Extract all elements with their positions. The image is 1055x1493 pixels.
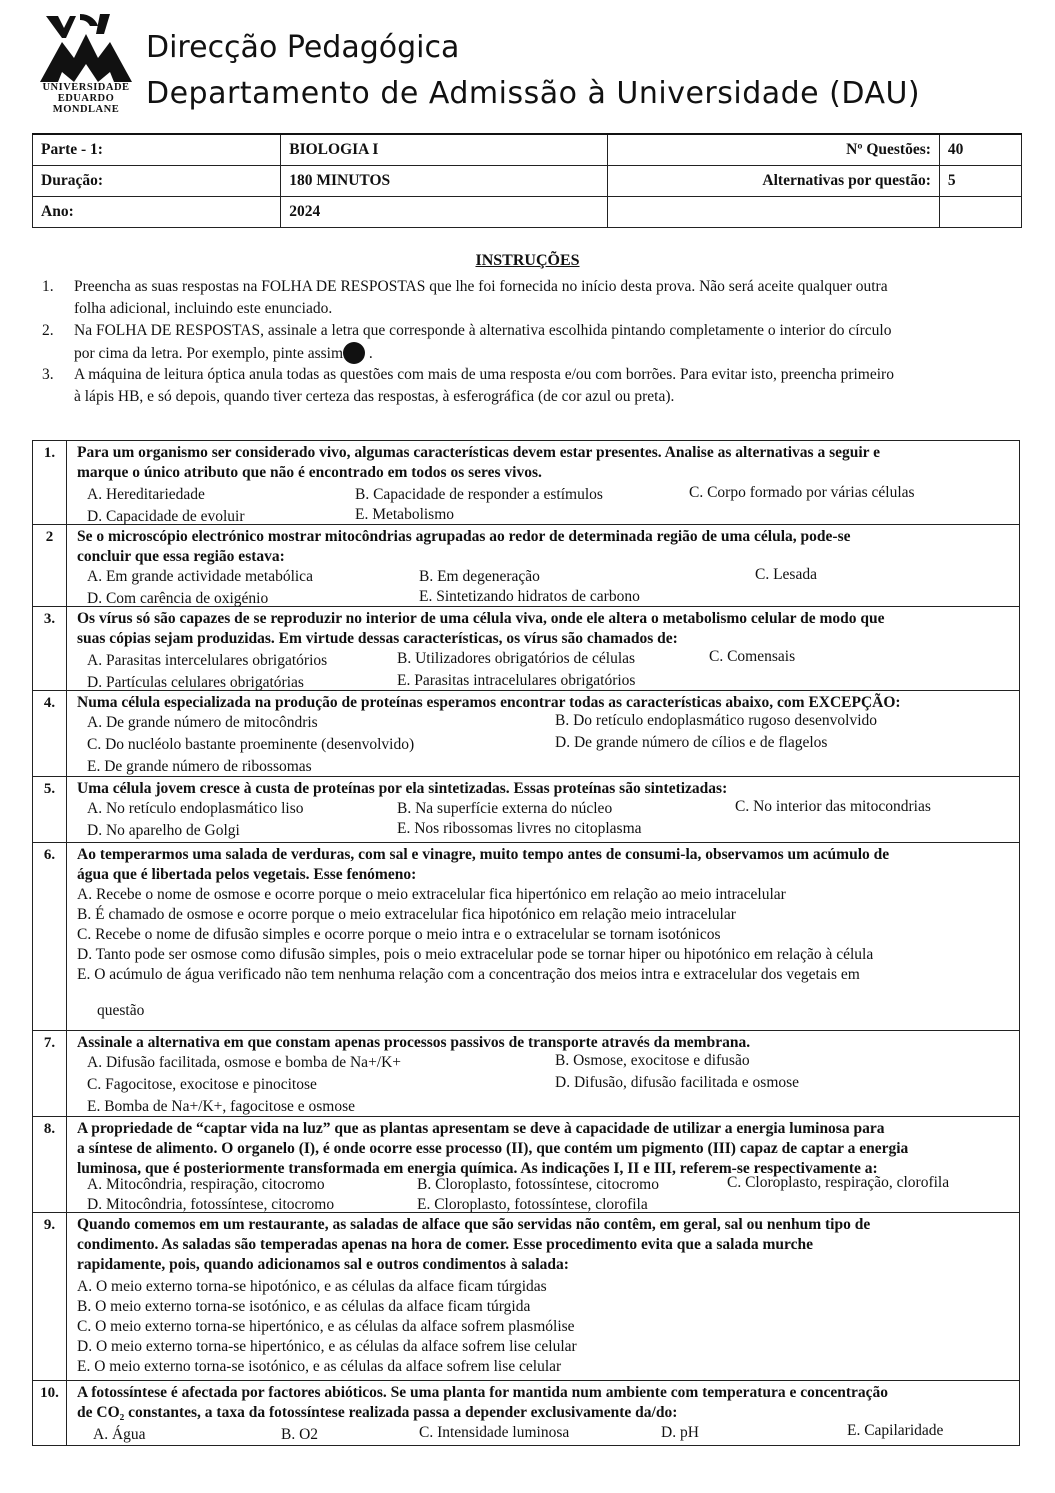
question-7 bbox=[32, 1030, 1020, 1116]
instruction-number: 2. bbox=[42, 322, 54, 339]
logo-emblem-icon bbox=[40, 12, 132, 82]
question-number: 4. bbox=[33, 691, 67, 776]
option-c[interactable]: C. Fagocitose, exocitose e pinocitose bbox=[87, 1076, 317, 1093]
option-a[interactable]: A. Difusão facilitada, osmose e bomba de Na+/K+ bbox=[87, 1054, 402, 1071]
option-e[interactable]: E. Sintetizando hidratos de carbono bbox=[419, 588, 640, 605]
question-stem: marque o único atributo que não é encontrado em todos os seres vivos. bbox=[77, 464, 542, 481]
instruction-number: 1. bbox=[42, 278, 54, 295]
empty-cell bbox=[607, 197, 939, 228]
option-a[interactable]: A. Mitocôndria, respiração, citocromo bbox=[87, 1176, 325, 1193]
parte-value: BIOLOGIA I bbox=[281, 134, 607, 166]
university-logo bbox=[40, 12, 132, 124]
question-10 bbox=[32, 1380, 1020, 1446]
header-title: Direcção Pedagógica bbox=[146, 30, 460, 65]
option-c[interactable]: C. Intensidade luminosa bbox=[419, 1424, 570, 1441]
option-d[interactable]: D. Partículas celulares obrigatórias bbox=[87, 674, 304, 691]
exam-info-table bbox=[32, 133, 1022, 228]
option-e[interactable]: E. Metabolismo bbox=[355, 506, 455, 523]
option-b[interactable]: B. Capacidade de responder a estímulos bbox=[355, 486, 603, 503]
question-5 bbox=[32, 776, 1020, 842]
option-a[interactable]: A. No retículo endoplasmático liso bbox=[87, 800, 304, 817]
option-e[interactable]: E. Nos ribossomas livres no citoplasma bbox=[397, 820, 642, 837]
question-stem: Para um organismo ser considerado vivo, algumas características devem estar presentes. Analise as alternativas a seguir e bbox=[77, 444, 881, 461]
instruction-item bbox=[42, 320, 1017, 366]
instruction-text: Preencha as suas respostas na FOLHA DE RESPOSTAS que lhe foi fornecida no início desta prova. Não será aceite qualquer outra bbox=[74, 278, 888, 295]
question-stem: Assinale a alternativa em que constam apenas processos passivos de transporte através da membrana. bbox=[77, 1034, 751, 1051]
option-d[interactable]: D. Mitocôndria, fotossíntese, citocromo bbox=[87, 1196, 335, 1213]
alternativas-value: 5 bbox=[939, 166, 1021, 197]
instruction-item bbox=[42, 276, 1017, 322]
question-stem: A fotossíntese é afectada por factores abióticos. Se uma planta for mantida num ambiente com temperatura e concentração bbox=[77, 1384, 889, 1401]
option-d[interactable]: D. Capacidade de evoluir bbox=[87, 508, 245, 525]
question-stem: Quando comemos em um restaurante, as saladas de alface que são servidas não contêm, em geral, sal ou nenhum tipo de bbox=[77, 1216, 871, 1233]
logo-line-1: UNIVERSIDADE bbox=[42, 82, 130, 93]
question-stem: a síntese de alimento. O organelo (I), é onde ocorre esse processo (II), que contém um pigmento (III) capaz de captar a energia bbox=[77, 1140, 909, 1157]
header-subtitle: Departamento de Admissão à Universidade (DAU) bbox=[146, 76, 921, 111]
duracao-label: Duração: bbox=[33, 166, 281, 197]
option-e[interactable]: E. O meio externo torna-se isotónico, e as células da alface sofrem lise celular bbox=[77, 1358, 562, 1375]
question-number: 2 bbox=[33, 525, 67, 606]
logo-line-3: MONDLANE bbox=[52, 104, 120, 115]
info-row bbox=[33, 197, 1022, 228]
option-b[interactable]: B. Na superfície externa do núcleo bbox=[397, 800, 613, 817]
ano-label: Ano: bbox=[33, 197, 281, 228]
option-e[interactable]: E. Parasitas intracelulares obrigatórios bbox=[397, 672, 636, 689]
option-e[interactable]: E. O acúmulo de água verificado não tem nenhuma relação com a concentração dos meios intra e extracelular dos vegetais em bbox=[77, 966, 860, 983]
questoes-label: Nº Questões: bbox=[607, 134, 939, 166]
instruction-text-line bbox=[74, 342, 1017, 365]
question-stem: Numa célula especializada na produção de proteínas esperamos encontrar todas as características abaixo, com EXCEPÇÃO: bbox=[77, 694, 901, 711]
option-a[interactable]: A. O meio externo torna-se hipotónico, e as células da alface ficam túrgidas bbox=[77, 1278, 547, 1295]
empty-cell bbox=[939, 197, 1021, 228]
question-stem: suas cópias sejam produzidas. Em virtude dessas características, os vírus são chamados de: bbox=[77, 630, 678, 647]
question-stem: Uma célula jovem cresce à custa de proteínas por ela sintetizadas. Essas proteínas são sintetizadas: bbox=[77, 780, 728, 797]
question-number: 8. bbox=[33, 1117, 67, 1212]
question-stem: rapidamente, pois, quando adicionamos sal e outros condimentos à salada: bbox=[77, 1256, 569, 1273]
question-3 bbox=[32, 606, 1020, 690]
option-a[interactable]: A. Água bbox=[93, 1426, 146, 1443]
question-number: 7. bbox=[33, 1031, 67, 1116]
duracao-value: 180 MINUTOS bbox=[281, 166, 607, 197]
question-number: 9. bbox=[33, 1213, 67, 1380]
option-c[interactable]: C. Lesada bbox=[755, 566, 817, 583]
option-d[interactable]: D. pH bbox=[661, 1424, 699, 1441]
option-a[interactable]: A. Hereditariedade bbox=[87, 486, 205, 503]
question-6 bbox=[32, 842, 1020, 1030]
question-number: 1. bbox=[33, 441, 67, 524]
question-stem: luminosa, que é posteriormente transformada em energia química. As indicações I, II e III, referem-se respectivamente a: bbox=[77, 1160, 878, 1177]
info-row bbox=[33, 134, 1022, 166]
option-b[interactable]: B. É chamado de osmose e ocorre porque o meio extracelular fica hipotónico em relação meio intracelular bbox=[77, 906, 736, 923]
question-number: 3. bbox=[33, 607, 67, 690]
instruction-text: por cima da letra. Por exemplo, pinte assim bbox=[74, 345, 344, 362]
questions-table bbox=[32, 440, 1022, 1446]
logo-line-2: EDUARDO bbox=[57, 93, 115, 104]
option-a[interactable]: A. Em grande actividade metabólica bbox=[87, 568, 313, 585]
parte-label: Parte - 1: bbox=[33, 134, 281, 166]
option-a[interactable]: A. Recebe o nome de osmose e ocorre porque o meio extracelular fica hipertónico em relação ao meio intracelular bbox=[77, 886, 786, 903]
option-c[interactable]: C. Cloroplasto, respiração, clorofila bbox=[727, 1174, 950, 1191]
option-c[interactable]: C. Do nucléolo bastante proeminente (desenvolvido) bbox=[87, 736, 415, 753]
option-c[interactable]: C. Corpo formado por várias células bbox=[689, 484, 915, 501]
option-c[interactable]: C. Recebe o nome de difusão simples e ocorre porque o meio intra e o extracelular se tornam isotónicos bbox=[77, 926, 721, 943]
option-c[interactable]: C. O meio externo torna-se hipertónico, e as células da alface sofrem plasmólise bbox=[77, 1318, 575, 1335]
question-8 bbox=[32, 1116, 1020, 1212]
option-d[interactable]: D. Tanto pode ser osmose como difusão simples, pois o meio extracelular pode se tornar hiper ou hipotónico em relação à célula bbox=[77, 946, 874, 963]
question-stem: condimento. As saladas são temperadas apenas na hora de comer. Esse procedimento evita que a salada murche bbox=[77, 1236, 813, 1253]
option-d[interactable]: D. De grande número de cílios e de flagelos bbox=[555, 734, 828, 751]
option-c[interactable]: C. No interior das mitocondrias bbox=[735, 798, 931, 815]
instruction-text: folha adicional, incluindo este enunciado. bbox=[74, 300, 333, 317]
instruction-text-end: . bbox=[368, 345, 373, 362]
question-number: 6. bbox=[33, 843, 67, 1030]
option-d[interactable]: D. Com carência de oxigénio bbox=[87, 590, 269, 607]
option-e[interactable]: E. Capilaridade bbox=[847, 1422, 944, 1439]
option-d[interactable]: D. O meio externo torna-se hipertónico, e as células da alface sofrem lise celular bbox=[77, 1338, 577, 1355]
option-b[interactable]: B. O2 bbox=[281, 1426, 319, 1443]
instruction-text: Na FOLHA DE RESPOSTAS, assinale a letra que corresponde à alternativa escolhida pintando completamente o interior do círculo bbox=[74, 322, 892, 339]
question-1 bbox=[32, 440, 1020, 524]
option-c[interactable]: C. Comensais bbox=[709, 648, 796, 665]
question-number: 10. bbox=[33, 1381, 67, 1445]
option-a[interactable]: A. Parasitas intercelulares obrigatórios bbox=[87, 652, 328, 669]
instruction-text: à lápis HB, e só depois, quando tiver certeza das respostas, à esferográfica (de cor azul ou preta). bbox=[74, 388, 675, 405]
instructions-title: INSTRUÇÕES bbox=[475, 252, 580, 269]
option-b[interactable]: B. Em degeneração bbox=[419, 568, 540, 585]
question-stem: de CO₂ constantes, a taxa da fotossíntese realizada passa a depender exclusivamente da/do: bbox=[77, 1404, 678, 1421]
option-e[interactable]: E. Cloroplasto, fotossíntese, clorofila bbox=[417, 1196, 648, 1213]
instruction-item bbox=[42, 364, 1017, 410]
question-stem: A propriedade de “captar vida na luz” que as plantas apresentam se deve à capacidade de utilizar a energia luminosa para bbox=[77, 1120, 885, 1137]
option-a[interactable]: A. De grande número de mitocôndris bbox=[87, 714, 318, 731]
option-b[interactable]: B. O meio externo torna-se isotónico, e as células da alface ficam túrgida bbox=[77, 1298, 531, 1315]
info-row bbox=[33, 166, 1022, 197]
filled-circle-icon bbox=[343, 342, 365, 364]
instruction-number: 3. bbox=[42, 366, 54, 383]
question-number: 5. bbox=[33, 777, 67, 842]
option-d[interactable]: D. Difusão, difusão facilitada e osmose bbox=[555, 1074, 800, 1091]
option-e[interactable]: E. De grande número de ribossomas bbox=[87, 758, 312, 775]
option-d[interactable]: D. No aparelho de Golgi bbox=[87, 822, 240, 839]
alternativas-label: Alternativas por questão: bbox=[607, 166, 939, 197]
question-stem: Ao temperarmos uma salada de verduras, com sal e vinagre, muito tempo antes de consumi-la, observamos um acúmulo de bbox=[77, 846, 890, 863]
question-stem: concluir que essa região estava: bbox=[77, 548, 285, 565]
question-stem: Os vírus só são capazes de se reproduzir no interior de uma célula viva, onde ele altera o metabolismo celular de modo que bbox=[77, 610, 885, 627]
question-stem: água que é libertada pelos vegetais. Esse fenómeno: bbox=[77, 866, 417, 883]
option-e-continuation: questão bbox=[97, 1002, 145, 1019]
question-9 bbox=[32, 1212, 1020, 1380]
question-4 bbox=[32, 690, 1020, 776]
question-stem: Se o microscópio electrónico mostrar mitocôndrias agrupadas ao redor de determinada região de uma célula, pode-se bbox=[77, 528, 851, 545]
questoes-value: 40 bbox=[939, 134, 1021, 166]
option-b[interactable]: B. Osmose, exocitose e difusão bbox=[555, 1052, 750, 1069]
instruction-text: A máquina de leitura óptica anula todas as questões com mais de uma resposta e/ou com borrões. Para evitar isto, preencha primeiro bbox=[74, 366, 894, 383]
option-e[interactable]: E. Bomba de Na+/K+, fagocitose e osmose bbox=[87, 1098, 356, 1115]
option-b[interactable]: B. Cloroplasto, fotossíntese, citocromo bbox=[417, 1176, 659, 1193]
option-b[interactable]: B. Utilizadores obrigatórios de células bbox=[397, 650, 636, 667]
option-b[interactable]: B. Do retículo endoplasmático rugoso desenvolvido bbox=[555, 712, 877, 729]
ano-value: 2024 bbox=[281, 197, 607, 228]
question-2 bbox=[32, 524, 1020, 606]
